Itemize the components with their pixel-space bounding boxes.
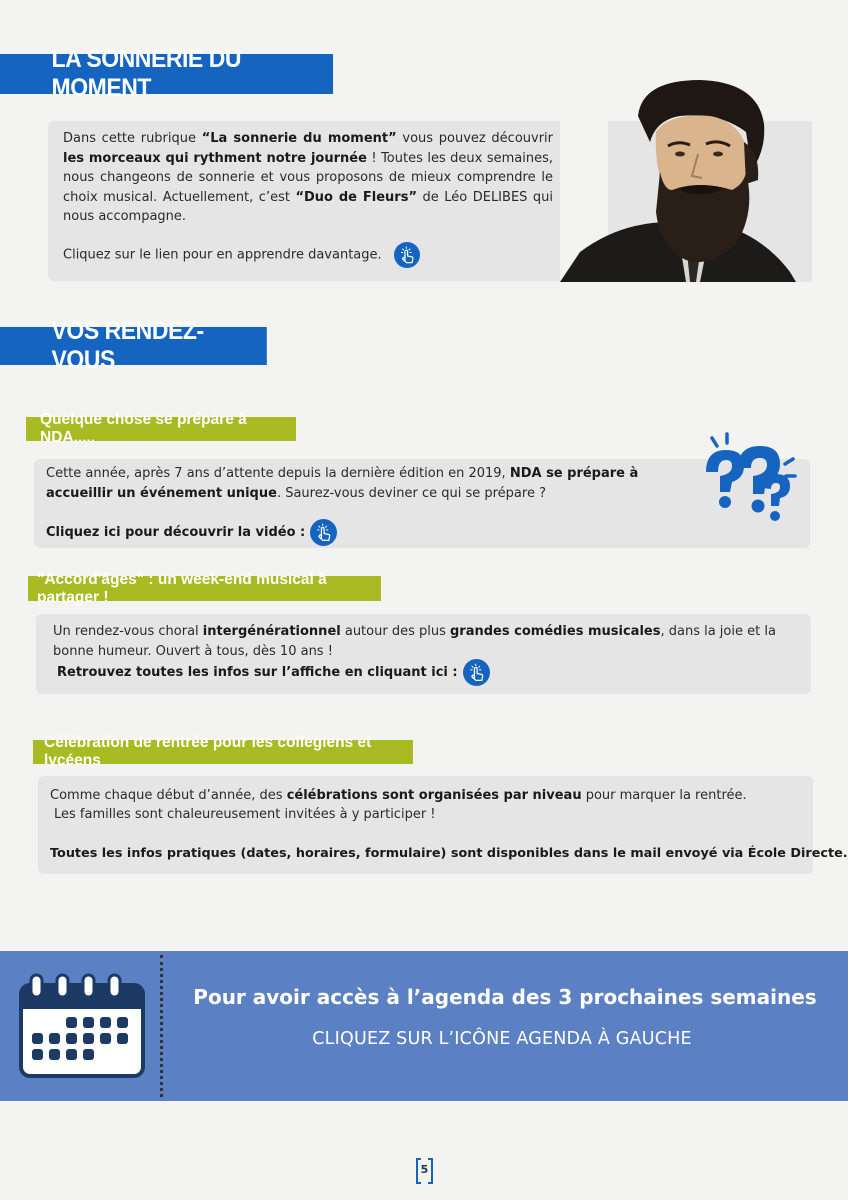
event-text-families: Les familles sont chaleureusement invitées à y participer !	[54, 807, 436, 822]
tap-icon[interactable]	[394, 242, 420, 268]
agenda-subtitle: CLIQUEZ SUR L’ICÔNE AGENDA À GAUCHE	[312, 1029, 692, 1049]
event-tag-nda: Quelque chose se prépare à NDA.....	[26, 417, 296, 441]
event-info-celebration: Toutes les infos pratiques (dates, horaires, formulaire) sont disponibles dans le mail envoyé via École Directe.	[50, 846, 848, 861]
agenda-divider	[160, 955, 163, 1097]
event-tag-celebration: Célébration de rentrée pour les collègiens et lycéens	[33, 740, 413, 764]
sonnerie-link-text: Cliquez sur le lien pour en apprendre davantage.	[63, 242, 420, 268]
agenda-title: Pour avoir accès à l’agenda des 3 prochaines semaines	[193, 985, 817, 1009]
event-card-celebration	[38, 776, 848, 874]
page-number: 5	[416, 1158, 433, 1184]
event-text-nda: Cette année, après 7 ans d’attente depuis la dernière édition en 2019, NDA se prépare à accueillir un événement unique. Saurez-vous deviner ce qui se prépare ?	[46, 466, 639, 501]
portrait-image	[560, 72, 812, 282]
tap-icon[interactable]	[463, 659, 490, 686]
calendar-icon[interactable]	[18, 971, 146, 1079]
section-title-rendez-vous: VOS RENDEZ-VOUS	[0, 327, 267, 365]
tap-icon[interactable]	[310, 519, 337, 546]
event-link-nda: Cliquez ici pour découvrir la vidéo :	[46, 519, 337, 546]
event-card-nda	[34, 459, 810, 548]
event-card-accordages	[36, 614, 811, 694]
event-text-accordages: Un rendez-vous choral intergénérationnel autour des plus grandes comédies musicales, dans la joie et la bonne humeur. Ouvert à tous, dès 10 ans !	[53, 624, 776, 659]
question-marks-icon	[700, 432, 800, 527]
event-text-celebration: Comme chaque début d’année, des célébrations sont organisées par niveau pour marquer la rentrée.	[50, 788, 747, 803]
section-title-sonnerie: LA SONNERIE DU MOMENT	[0, 54, 333, 94]
agenda-banner	[0, 951, 848, 1101]
event-link-accordages: Retrouvez toutes les infos sur l’affiche en cliquant ici :	[57, 659, 490, 686]
event-tag-accordages: "Accord'âges" : un week-end musical à partager !	[28, 576, 381, 601]
sonnerie-text: Dans cette rubrique “La sonnerie du moment” vous pouvez découvrir les morceaux qui rythment notre journée ! Toutes les deux semaines, nous changeons de sonnerie et vous proposons de mieux comprendre le choix musical. Actuellement, c’est “Duo de Fleurs” de Léo DELIBES qui nous accompagne.	[63, 131, 554, 224]
